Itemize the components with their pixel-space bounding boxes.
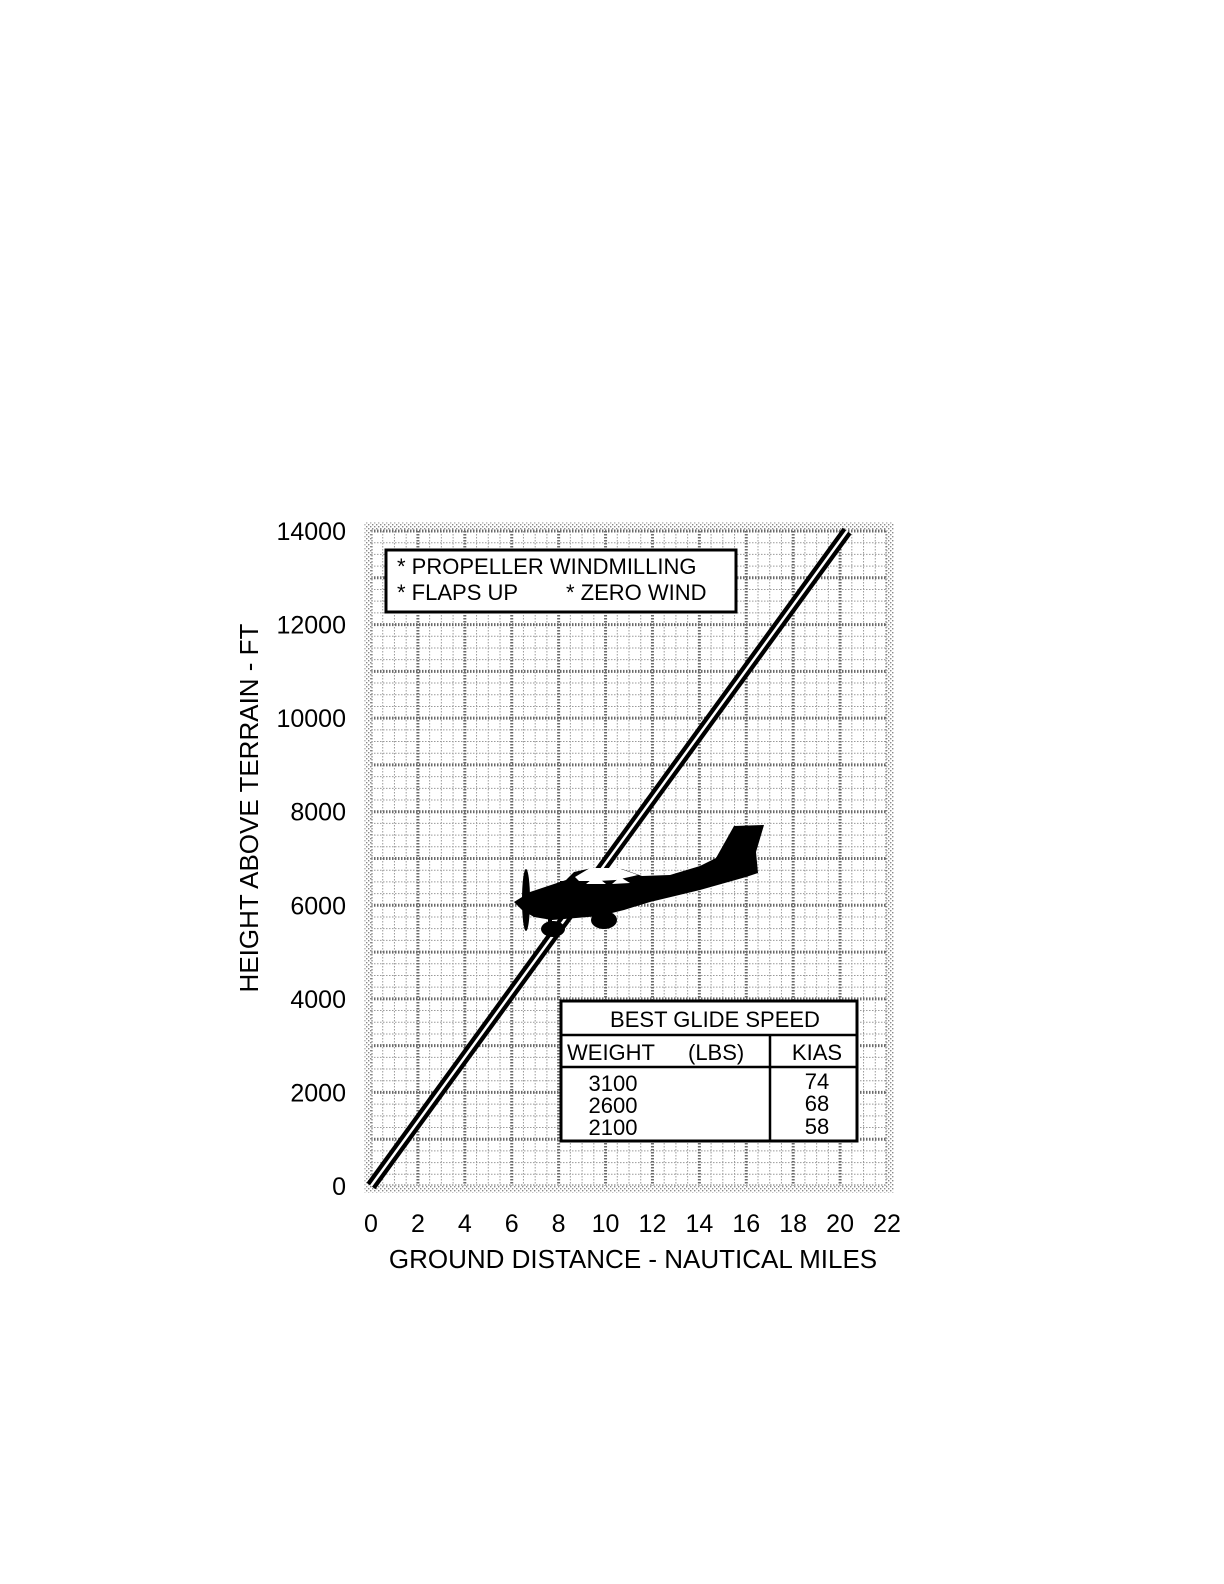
table-row-weight: 2600 [588, 1093, 638, 1118]
table-row-kias: 74 [804, 1069, 830, 1094]
note-wind: * ZERO WIND [566, 580, 707, 605]
y-tick-label: 0 [332, 1173, 346, 1201]
table-col-kias: KIAS [791, 1040, 843, 1065]
x-tick-label: 10 [591, 1210, 620, 1238]
note-flaps: * FLAPS UP [397, 580, 519, 605]
x-tick-label: 2 [410, 1210, 425, 1238]
x-tick-label: 6 [504, 1210, 519, 1238]
table-row-weight: 2100 [588, 1115, 638, 1140]
y-axis-title: HEIGHT ABOVE TERRAIN - FT [234, 623, 264, 993]
y-tick-label: 14000 [276, 518, 346, 546]
y-tick-label: 12000 [276, 611, 346, 640]
y-axis-ticks [276, 518, 346, 1201]
table-row-kias: 58 [804, 1114, 830, 1139]
x-axis-title: GROUND DISTANCE - NAUTICAL MILES [388, 1244, 878, 1274]
glide-speed-table [561, 1001, 857, 1141]
y-tick-label: 2000 [290, 1079, 346, 1108]
x-tick-label: 0 [364, 1210, 378, 1238]
y-tick-label: 10000 [276, 705, 346, 734]
x-tick-label: 16 [732, 1210, 761, 1238]
notes-box [386, 550, 736, 612]
y-tick-label: 6000 [290, 892, 346, 921]
x-tick-label: 12 [638, 1210, 667, 1238]
y-tick-label: 8000 [290, 798, 346, 827]
x-tick-label: 22 [873, 1210, 901, 1238]
x-tick-label: 14 [685, 1210, 714, 1238]
table-row-weight: 3100 [588, 1071, 638, 1096]
table-col-weight-unit: (LBS) [688, 1040, 745, 1065]
table-row-kias: 68 [804, 1091, 830, 1116]
x-tick-label: 8 [551, 1210, 566, 1238]
table-title: BEST GLIDE SPEED [610, 1007, 820, 1032]
y-tick-label: 4000 [290, 985, 346, 1014]
x-tick-label: 4 [457, 1210, 472, 1238]
x-tick-label: 18 [779, 1210, 808, 1238]
x-tick-label: 20 [826, 1210, 854, 1238]
note-propeller: * PROPELLER WINDMILLING [397, 554, 697, 579]
table-col-weight: WEIGHT [567, 1040, 655, 1065]
x-axis-ticks [364, 1210, 901, 1238]
